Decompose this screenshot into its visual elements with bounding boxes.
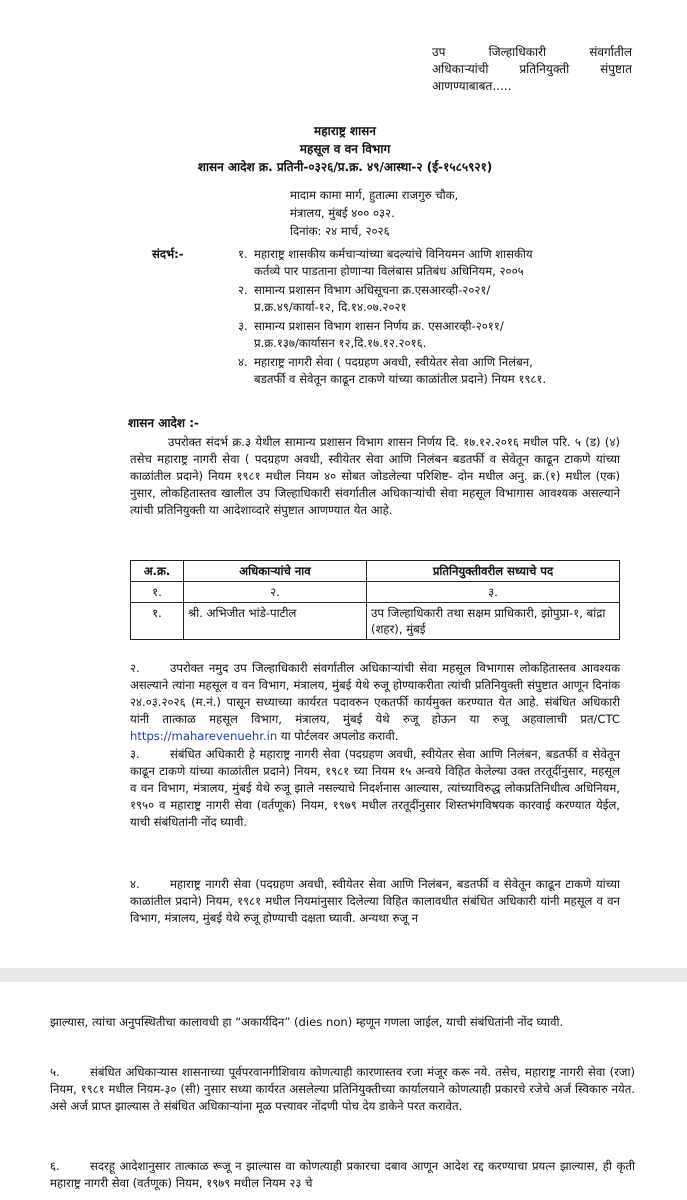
table-cell: ३. — [367, 582, 620, 603]
table-row — [131, 603, 620, 640]
reference-item — [200, 246, 620, 280]
subject-block — [432, 44, 632, 95]
reference-item — [200, 282, 620, 316]
references-label: संदर्भ:- — [152, 247, 184, 261]
reference-item — [200, 318, 620, 352]
subject-line: उप जिल्हाधिकारी संवर्गातील — [432, 45, 632, 59]
government-name: महाराष्ट्र शासन — [314, 124, 376, 138]
portal-link[interactable]: https://maharevenuehr.in — [130, 729, 278, 743]
paragraph-text: संबंधित अधिकाऱ्यास शासनाच्या पूर्वपरवानगीशिवाय कोणत्याही कारणास्तव रजा मंजूर करू नये. तसेच, महाराष्ट्र नागरी सेवा (रजा) नियम, १९८१ मधील नियम-३० (सी) नुसार सध्या कार्यरत असलेल्या प्रतिनियुक्तीच्या कार्यालयाने कोणत्याही प्रकारचे रजेचे अर्ज स्विकारु नयेत. असे अर्ज प्राप्त झाल्यास ते संबंधित अधिकाऱ्यांना मूळ पत्त्यावर नोंदणी पोच देय डाकेने परत करावेत. — [50, 1065, 635, 1113]
paragraph-number: ३. — [130, 747, 140, 761]
paragraph-5 — [50, 1064, 635, 1115]
reference-text: प्र.क्र.४९/कार्या-१२, दि.१४.०७.२०२१ — [254, 300, 407, 314]
officer-table — [130, 560, 620, 640]
reference-text: महाराष्ट्र शासकीय कर्मचाऱ्यांच्या बदल्यांचे विनियमन आणि शासकीय — [254, 247, 533, 261]
subject-line: अधिकाऱ्यांची प्रतिनियुक्ती संपुष्टात — [432, 62, 632, 76]
reference-text: प्र.क्र.१३७/कार्यासन १२,दि.१७.१२.२०१६. — [254, 336, 427, 350]
page-separator — [0, 968, 687, 982]
reference-text: कर्तव्ये पार पाडताना होणाऱ्या विलंबास प्रतिबंध अधिनियम, २००५ — [254, 264, 524, 278]
references-list — [200, 246, 620, 390]
reference-number: ४. — [238, 355, 248, 369]
order-heading: शासन आदेश :- — [128, 416, 199, 430]
subject-line: आणण्याबाबत..... — [432, 79, 512, 93]
reference-text: सामान्य प्रशासन विभाग अधिसूचना क्र.एसआरव्ही-२०२१/ — [254, 283, 491, 297]
reference-text: सामान्य प्रशासन विभाग शासन निर्णय क्र. एसआरव्ही-२०११/ — [254, 319, 504, 333]
paragraph-number: २. — [130, 661, 140, 675]
paragraph-number: ४. — [130, 877, 140, 891]
paragraph-3 — [130, 746, 620, 831]
address-line: मंत्रालय, मुंबई ४०० ०३२. — [290, 206, 395, 220]
table-cell: उप जिल्हाधिकारी तथा सक्षम प्राधिकारी, झोपुप्रा-१, बांद्रा (शहर), मुंबई — [367, 603, 620, 640]
table-cell: २. — [184, 582, 367, 603]
reference-item — [200, 354, 620, 388]
document-page-2 — [0, 982, 687, 1200]
table-column-number-row — [131, 582, 620, 603]
reference-number: २. — [238, 283, 248, 297]
order-date: दिनांक: २४ मार्च, २०२६ — [290, 224, 390, 238]
reference-text: बडतर्फी व सेवेतून काढून टाकणे यांच्या काळांतील प्रदाने) नियम १९८१. — [254, 372, 547, 386]
paragraph-text: या पोर्टलवर अपलोड करावी. — [280, 729, 399, 743]
table-header: अ.क्र. — [131, 561, 184, 582]
paragraph-text: सदरहू आदेशानुसार तात्काळ रूजू न झाल्यास वा कोणत्याही प्रकारचा दबाव आणून आदेश रद्द करण्याचा प्रयत्न झाल्यास, ही कृती महाराष्ट्र नागरी सेवा (वर्तणूक) नियम, १९७९ मधील नियम २३ चे — [50, 1159, 635, 1190]
paragraph-text: उपरोक्त नमुद उप जिल्हाधिकारी संवर्गातील अधिकाऱ्यांची सेवा महसूल विभागास लोकहितास्तव आवश्यक असल्याने त्यांना महसूल व वन विभाग, मंत्रालय, मुंबई येथे रुजू होण्याकरीता त्यांची प्रतिनियुक्ती संपुष्टात आणून दिनांक २४.०३.२०२६ (म.नं.) पासून सध्याच्या कार्यरत पदावरुन एकतर्फी कार्यमुक्त करण्यात येत आहे. संबंधित अधिकारी यांनी तात्काळ महसूल विभाग, मंत्रालय, मुंबई येथे रुजू होऊन या रुजू अहवालाची प्रत/CTC — [130, 661, 620, 726]
paragraph-text: महाराष्ट्र नागरी सेवा (पदग्रहण अवधी, स्वीयेतर सेवा आणि निलंबन, बडतर्फी व सेवेतून काढून टाकणे यांच्या काळांतील प्रदाने) नियम, १९८१ मधील नियमांनुसार दिलेल्या विहित कालावधीत संबंधित अधिकारी यांनी महसूल व वन विभाग, मंत्रालय, मुंबई येथे रुजू होण्याची दक्षता घ्यावी. अन्यथा रुजू न — [130, 877, 620, 925]
address-block — [290, 186, 530, 240]
paragraph-4 — [130, 876, 620, 927]
table-header: अधिकाऱ्यांचे नाव — [184, 561, 367, 582]
table-header: प्रतिनियुक्तीवरील सध्याचे पद — [367, 561, 620, 582]
table-cell: १. — [131, 582, 184, 603]
table-cell: १. — [131, 603, 184, 640]
reference-number: १. — [238, 247, 248, 261]
paragraph-text: संबंधित अधिकारी हे महाराष्ट्र नागरी सेवा (पदग्रहण अवधी, स्वीयेतर सेवा आणि निलंबन, बडतर्फी व सेवेतून काढून टाकणे यांच्या काळांतील प्रदाने) नियम, १९८१ च्या नियम १५ अन्वये विहित केलेल्या उक्त तरतूदींनुसार, महसूल व वन विभाग, मंत्रालय, मुंबई येथे रुजू झाले नसल्याचे निदर्शनास आल्यास, त्यांच्याविरुद्ध लोकप्रतिनिधीत्व अधिनियम, १९५० व महाराष्ट्र नागरी सेवा (वर्तणूक) नियम, १९७९ मधील तरतूदींनुसार शिस्तभंगविषयक कारवाई करण्यात येईल, याची संबंधितांनी नोंद घ्यावी. — [130, 747, 620, 829]
table-cell: श्री. अभिजीत भांडे-पाटील — [184, 603, 367, 640]
letterhead — [180, 122, 510, 176]
paragraph-text: उपरोक्त संदर्भ क्र.३ येथील सामान्य प्रशासन विभाग शासन निर्णय दि. १७.१२.२०१६ मधील परि. ५ (ड) (४) तसेच महाराष्ट्र नागरी सेवा ( पदग्रहण अवधी, स्वीयेतर सेवा आणि निलंबन बडतर्फी व सेवेतून काढून टाकणे यांच्या काळांतील प्रदाने) नियम १९८१ मधील नियम ४० सोबत जोडलेल्या परिशिष्ट- दोन मधील अनु. क्र.(१) मधील (एक) नुसार, लोकहितास्तव खालील उप जिल्हाधिकारी संवर्गातील अधिकाऱ्यांची सेवा महसूल विभागास आवश्यक असल्याने त्यांची प्रतिनियुक्ती या आदेशाव्दारे संपुष्टात आणण्यात येत आहे. — [130, 435, 620, 517]
reference-number: ३. — [238, 319, 248, 333]
order-number: शासन आदेश क्र. प्रतिनी-०३२६/प्र.क्र. ४९/आस्था-२ (ई-१५८५९२१) — [197, 160, 493, 174]
paragraph-4-continued: झाल्यास, त्यांचा अनुपस्थितीचा कालावधी हा “अकार्यदिन” (dies non) म्हणून गणला जाईल, याची संबंधितांनी नोंद घ्यावी. — [50, 1015, 564, 1029]
order-paragraph-1 — [130, 434, 620, 519]
department-name: महसूल व वन विभाग — [299, 142, 391, 156]
table-header-row — [131, 561, 620, 582]
address-line: मादाम कामा मार्ग, हुतात्मा राजगुरु चौक, — [290, 188, 459, 202]
paragraph-6 — [50, 1158, 635, 1192]
reference-text: महाराष्ट्र नागरी सेवा ( पदग्रहण अवधी, स्वीयेतर सेवा आणि निलंबन, — [254, 355, 533, 369]
paragraph-number: ६. — [50, 1159, 60, 1173]
paragraph-2 — [130, 660, 620, 745]
paragraph-number: ५. — [50, 1065, 60, 1079]
